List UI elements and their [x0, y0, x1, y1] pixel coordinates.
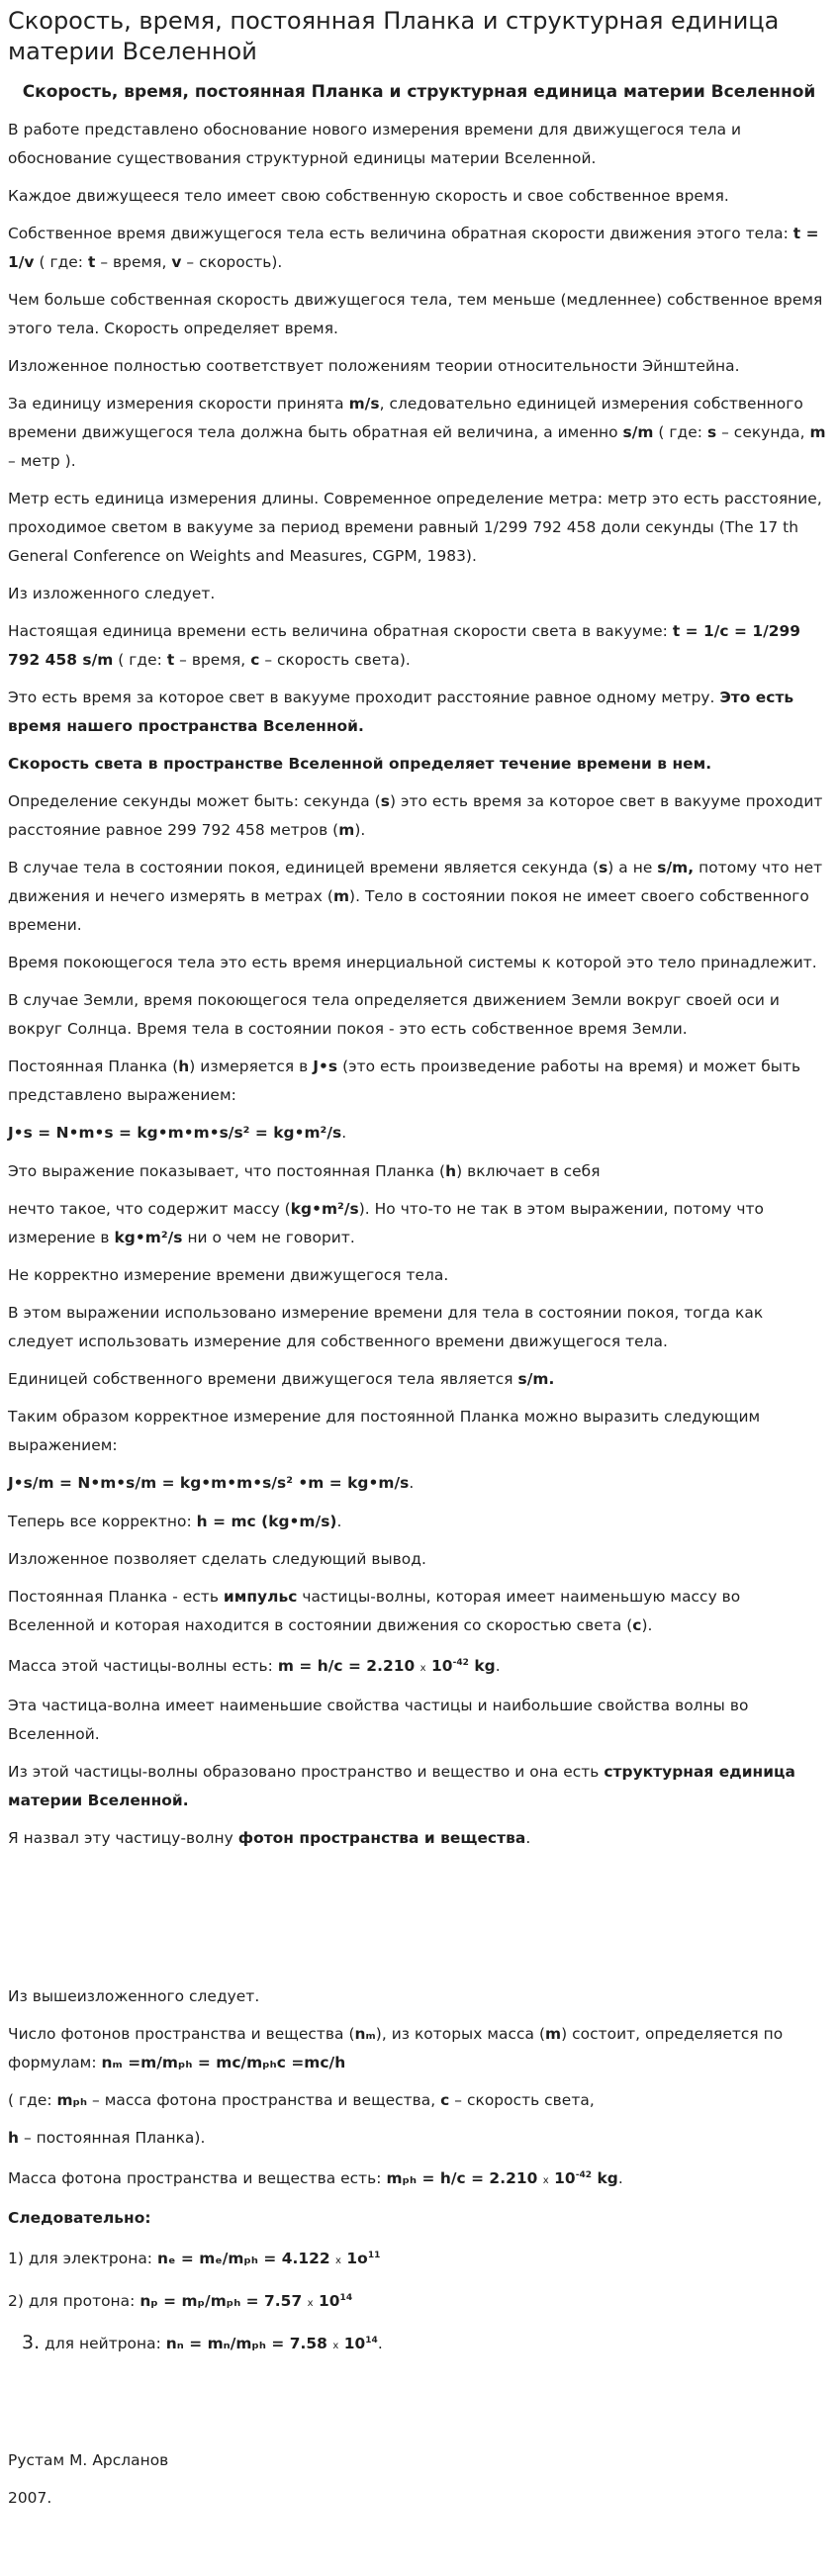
paragraph-photon-name: Я назвал эту частицу-волну фотон пространства и вещества.: [8, 1829, 531, 1847]
spacer: [8, 1862, 830, 1982]
paragraph-particle-mass: Масса этой частицы-волны есть: m = h/c = 2.210 x $10^{-42}$ kg.: [8, 1657, 501, 1675]
paragraph-correct-measure: Таким образом корректное измерение для постоянной Планка можно выразить следующим выражением:: [8, 1408, 761, 1454]
page-title: Скорость, время, постоянная Планка и структурная единица материи Вселенной: [8, 7, 780, 65]
list-item-electron: 1) для электрона: nₑ = mₑ/mₚₕ = 4.122 x $1o^{11}$: [8, 2250, 381, 2267]
article-subtitle: Скорость, время, постоянная Планка и структурная единица материи Вселенной: [22, 82, 816, 102]
paragraph-now-correct: Теперь все корректно: h = mc (kg•m/s).: [8, 1513, 342, 1530]
paragraph-wave-properties: Эта частица-волна имеет наименьшие свойства частицы и наибольшие свойства волны во Вселенной.: [8, 1697, 749, 1743]
paragraph-photon-count: Число фотонов пространства и вещества (nₘ), из которых масса (m) состоит, определяется по формулам: nₘ =m/mₚₕ = mc/mₚₕc =mc/h: [8, 2025, 784, 2071]
list-item-neutron: 3. для нейтрона: nₙ = mₙ/mₚₕ = 7.58 x $10^{14}$.: [22, 2332, 383, 2353]
paragraph-own-time: Собственное время движущегося тела есть величина обратная скорости движения этого тела: t = 1/v ( где: t – время, v – скорость).: [8, 225, 819, 271]
paragraph-rest-measure: В этом выражении использовано измерение времени для тела в состоянии покоя, тогда как следует использовать измерение для собственного времени движущегося тела.: [8, 1304, 764, 1350]
paragraph-planck-units: Постоянная Планка (h) измеряется в J•s (это есть произведение работы на время) и может быть представлено выражением:: [8, 1058, 801, 1104]
paragraph-own-time-unit: Единицей собственного времени движущегося тела является s/m.: [8, 1370, 555, 1388]
publication-year: 2007.: [8, 2489, 52, 2507]
paragraph-follows-1: Из изложенного следует.: [8, 585, 216, 602]
paragraph-own-speed: Каждое движущееся тело имеет свою собственную скорость и свое собственное время.: [8, 187, 729, 205]
formula-joule-second: J•s = N•m•s = kg•m•m•s/s² = kg•m²/s.: [8, 1124, 347, 1142]
paragraph-meter-definition: Метр есть единица измерения длины. Современное определение метра: метр это есть расстояние, проходимое светом в вакууме за период времени равный 1/299 792 458 доли секунды (The 17 th General Conference on Weights and Measures, CGPM, 1983).: [8, 490, 822, 565]
author-name: Рустам М. Арсланов: [8, 2451, 169, 2469]
list-item-proton: 2) для протона: nₚ = mₚ/mₚₕ = 7.57 x $10^{14}$: [8, 2292, 353, 2310]
paragraph-universe-time: Это есть время за которое свет в вакууме проходит расстояние равное одному метру. Это есть время нашего пространства Вселенной.: [8, 689, 794, 735]
paragraph-light-speed: Скорость света в пространстве Вселенной определяет течение времени в нем.: [8, 755, 712, 773]
paragraph-einstein: Изложенное полностью соответствует положениям теории относительности Эйнштейна.: [8, 357, 740, 375]
paragraph-earth-time: В случае Земли, время покоющегося тела определяется движением Земли вокруг своей оси и вокруг Солнца. Время тела в состоянии покоя - это есть собственное время Земли.: [8, 991, 780, 1038]
paragraph-structural-unit: Из этой частицы-волны образовано пространство и вещество и она есть структурная единица материи Вселенной.: [8, 1763, 795, 1809]
paragraph-intro: В работе представлено обоснование нового измерения времени для движущегося тела и обоснование существования структурной единицы материи Вселенной.: [8, 121, 742, 167]
paragraph-units: За единицу измерения скорости принята m/s, следовательно единицей измерения собственного времени движущегося тела должна быть обратная ей величина, а именно s/m ( где: s – секунда, m – метр ).: [8, 395, 826, 470]
paragraph-where-1: ( где: mₚₕ – масса фотона пространства и вещества, c – скорость света,: [8, 2091, 595, 2109]
paragraph-impulse: Постоянная Планка - есть импульс частицы-волны, которая имеет наименьшую массу во Вселенной и которая находится в состоянии движения со скоростью света (c).: [8, 1588, 741, 1634]
paragraph-photon-mass: Масса фотона пространства и вещества есть: mₚₕ = h/c = 2.210 x $10^{-42}$ kg.: [8, 2169, 623, 2187]
paragraph-incorrect: Не корректно измерение времени движущегося тела.: [8, 1266, 449, 1284]
paragraph-therefore: Следовательно:: [8, 2209, 151, 2227]
paragraph-inertial-system: Время покоющегося тела это есть время инерциальной системы к которой это тело принадлежит.: [8, 954, 817, 971]
document-page: [0, 6, 838, 2513]
paragraph-true-time-unit: Настоящая единица времени есть величина обратная скорости света в вакууме: t = 1/c = 1/299 792 458 s/m ( где: t – время, c – скорость света).: [8, 622, 801, 669]
paragraph-conclusion-intro: Изложенное позволяет сделать следующий вывод.: [8, 1550, 426, 1568]
paragraph-planck-includes: Это выражение показывает, что постоянная Планка (h) включает в себя: [8, 1162, 601, 1180]
formula-joule-second-per-meter: J•s/m = N•m•s/m = kg•m•m•s/s² •m = kg•m/s.: [8, 1474, 415, 1492]
paragraph-speed-time: Чем больше собственная скорость движущегося тела, тем меньше (медленнее) собственное время этого тела. Скорость определяет время.: [8, 291, 823, 337]
paragraph-mass-content: нечто такое, что содержит массу (kg•m²/s). Но что-то не так в этом выражении, потому что измерение в kg•m²/s ни о чем не говорит.: [8, 1200, 764, 1246]
paragraph-where-2: h – постоянная Планка).: [8, 2129, 206, 2147]
paragraph-rest-body: В случае тела в состоянии покоя, единицей времени является секунда (s) а не s/m, потому что нет движения и нечего измерять в метрах (m). Тело в состоянии покоя не имеет своего собственного времени.: [8, 859, 823, 934]
spacer: [8, 2369, 830, 2446]
paragraph-second-definition: Определение секунды может быть: секунда (s) это есть время за которое свет в вакууме проходит расстояние равное 299 792 458 метров (m).: [8, 792, 823, 839]
paragraph-follows-2: Из вышеизложенного следует.: [8, 1987, 260, 2005]
